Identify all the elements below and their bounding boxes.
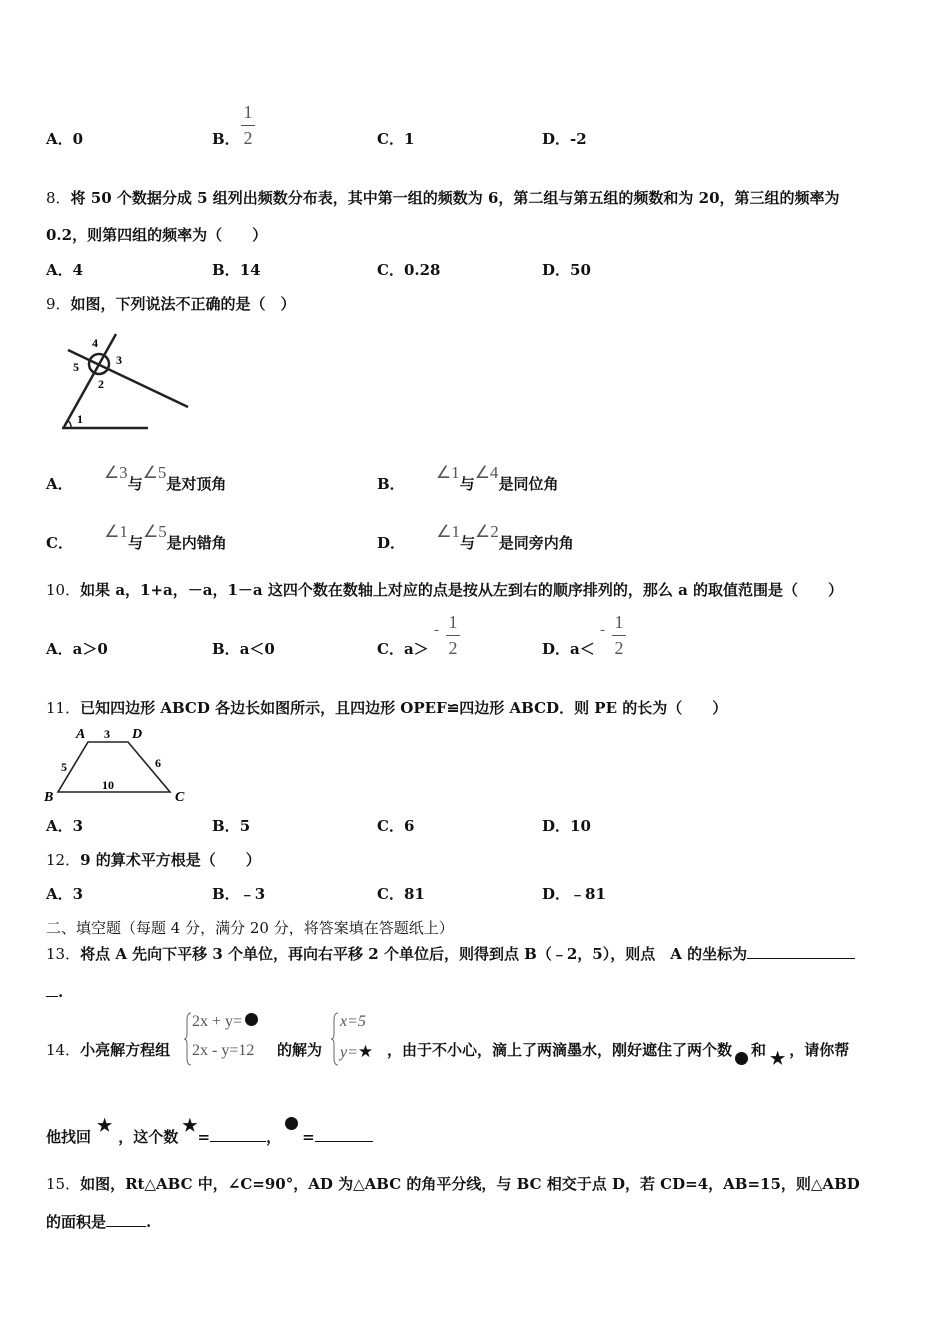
- q10-option-c-fraction: 1 2: [445, 612, 461, 659]
- q9-option-d[interactable]: D． ∠1与∠2是同旁内角: [377, 522, 574, 552]
- q14-equation-1: 2x + y=: [192, 1013, 258, 1031]
- q14-system-brace: [184, 1012, 192, 1066]
- q11-figure: [44, 724, 194, 806]
- q11-side-top: 3: [104, 727, 110, 741]
- q11-side-left: 5: [61, 760, 67, 774]
- q14-line2: 他找回★，这个数★= ， =: [46, 1126, 373, 1147]
- q8-stem-line2: 0.2，则第四组的频率为（ ）: [46, 226, 268, 244]
- q14-equation-2: 2x - y=12: [192, 1042, 255, 1059]
- ink-blot-star-icon: ★: [770, 1049, 786, 1069]
- q11-stem: 11．已知四边形 ABCD 各边长如图所示，且四边形 OPEF≌四边形 ABCD．则 PE 的长为（ ）: [46, 699, 728, 717]
- q8-option-d[interactable]: D．50: [542, 261, 591, 279]
- q8-option-b[interactable]: B．14: [212, 261, 261, 279]
- q15-stem: 15．如图，Rt△ABC 中，∠C=90°，AD 为△ABC 的角平分线，与 BC 相交于点 D，若 CD=4，AB=15，则△ABD: [46, 1175, 860, 1193]
- q12-option-a[interactable]: A．3: [46, 885, 84, 903]
- circle-icon: [285, 1117, 298, 1130]
- q10-option-d-sign: -: [600, 622, 605, 638]
- q13-stem: 13．将点 A 先向下平移 3 个单位，再向右平移 2 个单位后，则得到点 B（﹣2，5），则点 A 的坐标为: [46, 943, 855, 964]
- q10-option-d[interactable]: D．a＜: [542, 640, 595, 658]
- q14-solution-y: y=★: [340, 1042, 374, 1061]
- q14-solution-x: x=5: [340, 1013, 366, 1030]
- q9-option-c[interactable]: C． ∠1与∠5是内错角: [46, 522, 227, 552]
- q12-stem: 12．9 的算术平方根是（ ）: [46, 851, 261, 869]
- q11-option-b[interactable]: B．5: [212, 817, 251, 835]
- q9-stem: 9．如图，下列说法不正确的是（ ）: [46, 295, 296, 313]
- q10-stem: 10．如果 a，1+a，－a，1－a 这四个数在数轴上对应的点是按从左到右的顺序排列的，那么 a 的取值范围是（ ）: [46, 581, 844, 599]
- star-icon: ★: [182, 1116, 198, 1136]
- q14-text-solution: 的解为: [277, 1041, 323, 1059]
- q11-option-d[interactable]: D．10: [542, 817, 591, 835]
- q14-star-answer-blank[interactable]: [210, 1127, 266, 1142]
- q13-answer-blank[interactable]: [747, 944, 855, 959]
- q8-option-c[interactable]: C．0.28: [377, 261, 441, 279]
- q9-label-2: 2: [98, 377, 104, 391]
- q9-option-b[interactable]: B． ∠1与∠4是同位角: [377, 463, 559, 493]
- q7-option-a[interactable]: A．0: [46, 130, 84, 148]
- q9-label-5: 5: [73, 360, 79, 374]
- q11-side-bottom: 10: [102, 778, 114, 792]
- q10-option-c[interactable]: C．a＞: [377, 640, 429, 658]
- q11-vertex-c: C: [175, 790, 185, 805]
- q13-answer-blank-cont[interactable]: [46, 982, 58, 997]
- q9-option-a[interactable]: A． ∠3与∠5是对顶角: [46, 463, 227, 493]
- star-icon: ★: [97, 1116, 113, 1136]
- q14-text-main: ，由于不小心，滴上了两滴墨水，刚好遮住了两个数 和 ★ ，请你帮: [387, 1041, 850, 1069]
- q7-option-b-fraction: 1 2: [240, 102, 256, 149]
- q14-solution-brace: [331, 1012, 339, 1066]
- q7-option-c[interactable]: C．1: [377, 130, 415, 148]
- ink-blot-circle-icon: [245, 1013, 258, 1026]
- q8-option-a[interactable]: A．4: [46, 261, 84, 279]
- q11-side-right: 6: [155, 756, 161, 770]
- q10-option-d-fraction: 1 2: [611, 612, 627, 659]
- q11-vertex-b: B: [44, 790, 54, 805]
- q11-vertex-a: A: [76, 727, 86, 742]
- q9-label-4: 4: [92, 336, 98, 350]
- section-2-title: 二、填空题（每题 4 分，满分 20 分，将答案填在答题纸上）: [46, 919, 454, 937]
- q15-answer-blank[interactable]: [106, 1212, 146, 1227]
- q10-option-b[interactable]: B．a＜0: [212, 640, 275, 658]
- q15-line2: 的面积是 .: [46, 1213, 152, 1231]
- q11-option-c[interactable]: C．6: [377, 817, 415, 835]
- q12-option-d[interactable]: D．﹣81: [542, 885, 606, 903]
- q11-vertex-d: D: [132, 727, 143, 742]
- q9-figure: [54, 330, 194, 435]
- q12-option-b[interactable]: B．﹣3: [212, 885, 266, 903]
- q12-option-c[interactable]: C．81: [377, 885, 425, 903]
- q10-option-c-sign: -: [434, 622, 439, 638]
- q7-option-d[interactable]: D．-2: [542, 130, 587, 148]
- q9-label-1: 1: [77, 412, 83, 426]
- q10-option-a[interactable]: A．a＞0: [46, 640, 108, 658]
- q14-circle-answer-blank[interactable]: [315, 1127, 373, 1142]
- ink-blot-circle-icon: [735, 1052, 748, 1065]
- q9-label-3: 3: [116, 353, 122, 367]
- q14-number: 14．小亮解方程组: [46, 1041, 171, 1059]
- q11-option-a[interactable]: A．3: [46, 817, 84, 835]
- q13-stem-tail: .: [46, 982, 63, 1001]
- q7-option-b[interactable]: B．: [212, 130, 240, 148]
- q8-stem-line1: 8．将 50 个数据分成 5 组列出频数分布表，其中第一组的频数为 6，第二组与第五组的频数和为 20，第三组的频率为: [46, 189, 840, 207]
- ink-blot-star-icon: ★: [357, 1042, 374, 1061]
